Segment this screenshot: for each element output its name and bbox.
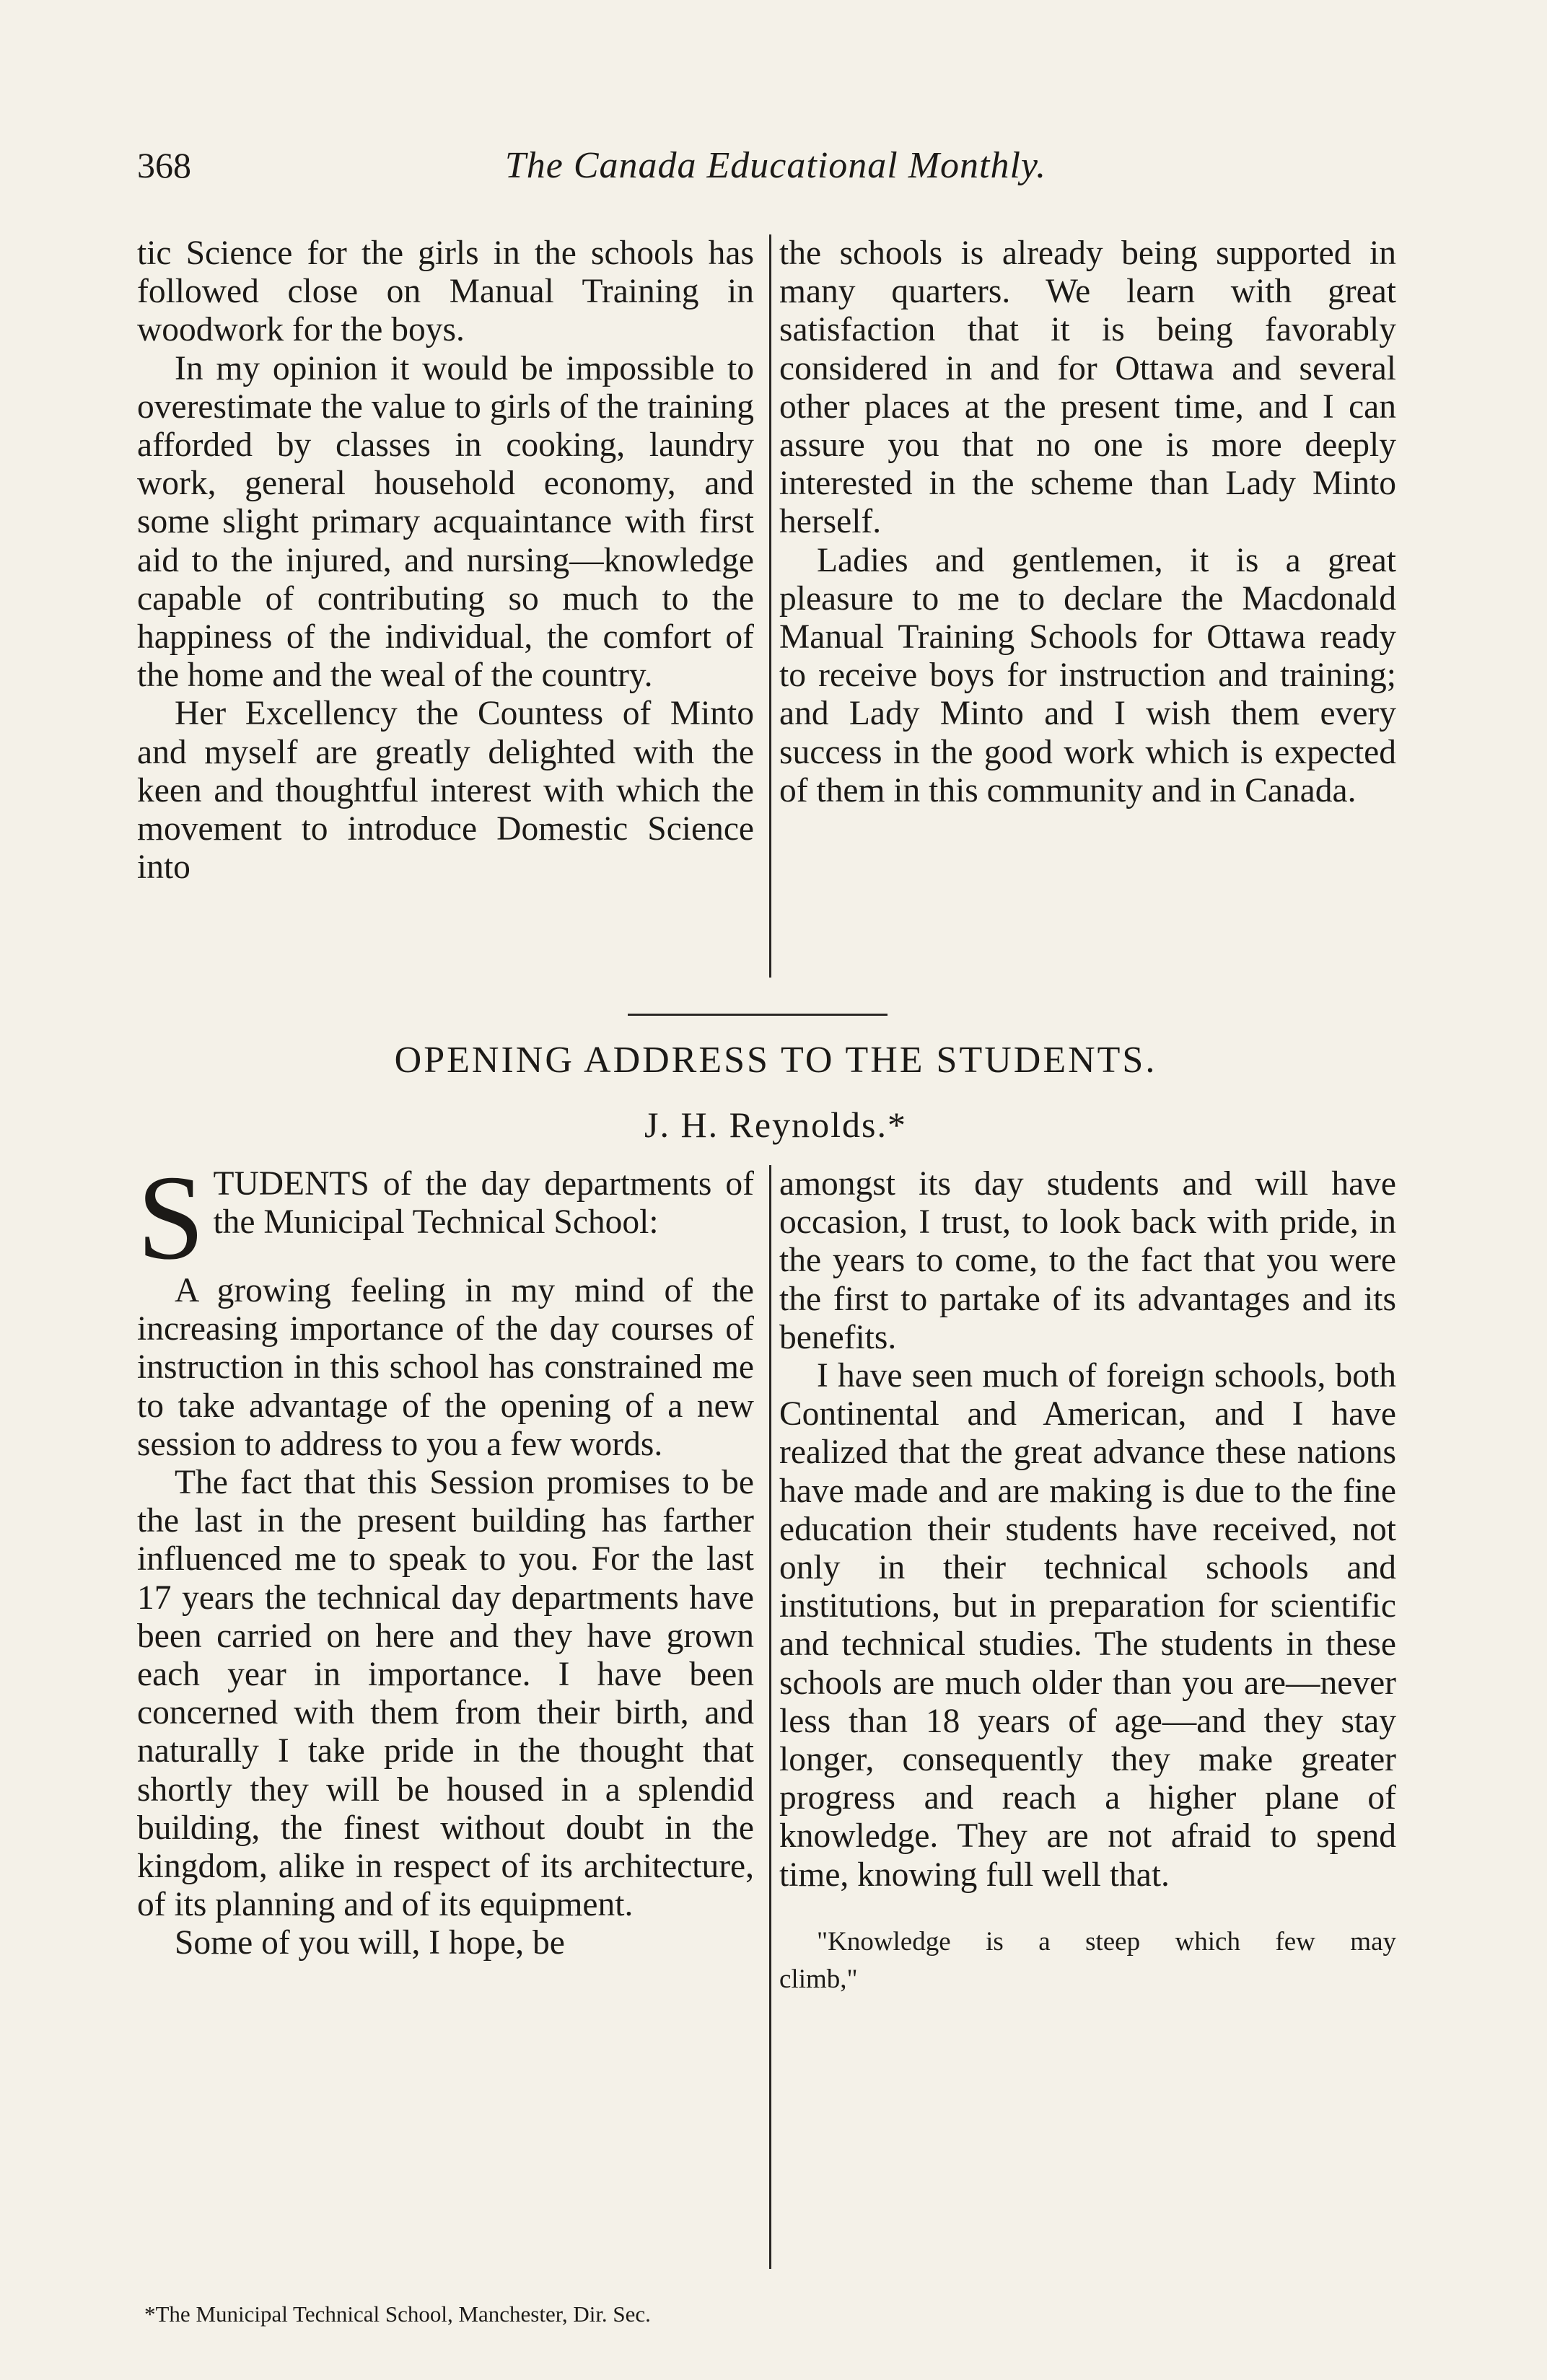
paragraph: Her Excellency the Countess of Minto and myself are greatly delighted with the keen and thoughtful interest with which the movement to introduce Domestic Science into <box>137 695 754 887</box>
opening-paragraph <box>137 1151 754 1285</box>
article-right-column <box>779 1165 1396 1998</box>
top-left-column <box>137 234 754 887</box>
section-divider <box>628 1014 888 1016</box>
footnote: *The Municipal Technical School, Manchester, Dir. Sec. <box>144 2301 651 2327</box>
paragraph: the schools is already being supported in many quarters. We learn with great satisfaction that it is being favorably considered in and for Ottawa and several other places at the present time, and I can assure you that no one is more deeply interested in the scheme than Lady Minto herself. <box>779 234 1396 541</box>
paragraph: Some of you will, I hope, be <box>175 1924 565 1962</box>
drop-cap: S <box>137 1151 205 1285</box>
article-author: J. H. Reynolds.* <box>644 1105 907 1145</box>
top-right-column <box>779 234 1396 810</box>
paragraph: amongst its day students and will have occasion, I trust, to look back with pride, in the years to come, to the fact that you were the first to partake of its advantages and its benefits. <box>779 1165 1396 1356</box>
running-head <box>137 144 1414 202</box>
quote-line: "Knowledge is a steep which few may <box>817 1926 1396 1957</box>
article-title: OPENING ADDRESS TO THE STUDENTS. <box>394 1040 1157 1081</box>
block-quote <box>779 1923 1396 1998</box>
page-number: 368 <box>137 145 191 185</box>
article-left-column <box>137 1151 754 1963</box>
paragraph: In my opinion it would be impossible to overestimate the value to girls of the training afforded by classes in cooking, laundry work, general household economy, and some slight primary acquaintance with first aid to the injured, and nursing—knowledge capable of contributing so much to the happiness of the individual, the comfort of the home and the weal of the country. <box>137 349 754 695</box>
paragraph: The fact that this Session promises to be the last in the present building has farther influenced me to speak to you. For the last 17 years the technical day departments have been carried on here and they have grown each year in importance. I have been concerned with them from their birth, and naturally I take pride in the thought that shortly they will be housed in a splendid building, the finest without doubt in the kingdom, alike in respect of its architecture, of its planning and of its equipment. <box>137 1464 754 1924</box>
column-divider <box>769 1165 771 2269</box>
paragraph: A growing feeling in my mind of the increasing importance of the day courses of instruction in this school has constrained me to take advantage of the opening of a new session to address to you a few words. <box>137 1272 754 1463</box>
journal-title: The Canada Educational Monthly. <box>504 145 1047 186</box>
quote-line: climb," <box>779 1964 858 1994</box>
column-divider <box>769 234 771 978</box>
paragraph: tic Science for the girls in the schools has followed close on Manual Training in woodwork for the boys. <box>137 234 754 349</box>
paragraph: Ladies and gentlemen, it is a great pleasure to me to declare the Macdonald Manual Training Schools for Ottawa ready to receive boys for instruction and training; and Lady Minto and I wish them every success in the good work which is expected of them in this community and in Canada. <box>779 541 1396 809</box>
paragraph: I have seen much of foreign schools, both Continental and American, and I have realized that the great advance these nations have made and are making is due to the fine education their students have received, not only in their technical schools and institutions, but in preparation for scientific and technical studies. The students in these schools are much older than you are—never less than 18 years of age—and they stay longer, consequently they make greater progress and reach a higher plane of knowledge. They are not afraid to spend time, knowing full well that. <box>779 1357 1396 1894</box>
opening-text: TUDENTS of the day departments of the Municipal Technical School: <box>213 1165 754 1242</box>
